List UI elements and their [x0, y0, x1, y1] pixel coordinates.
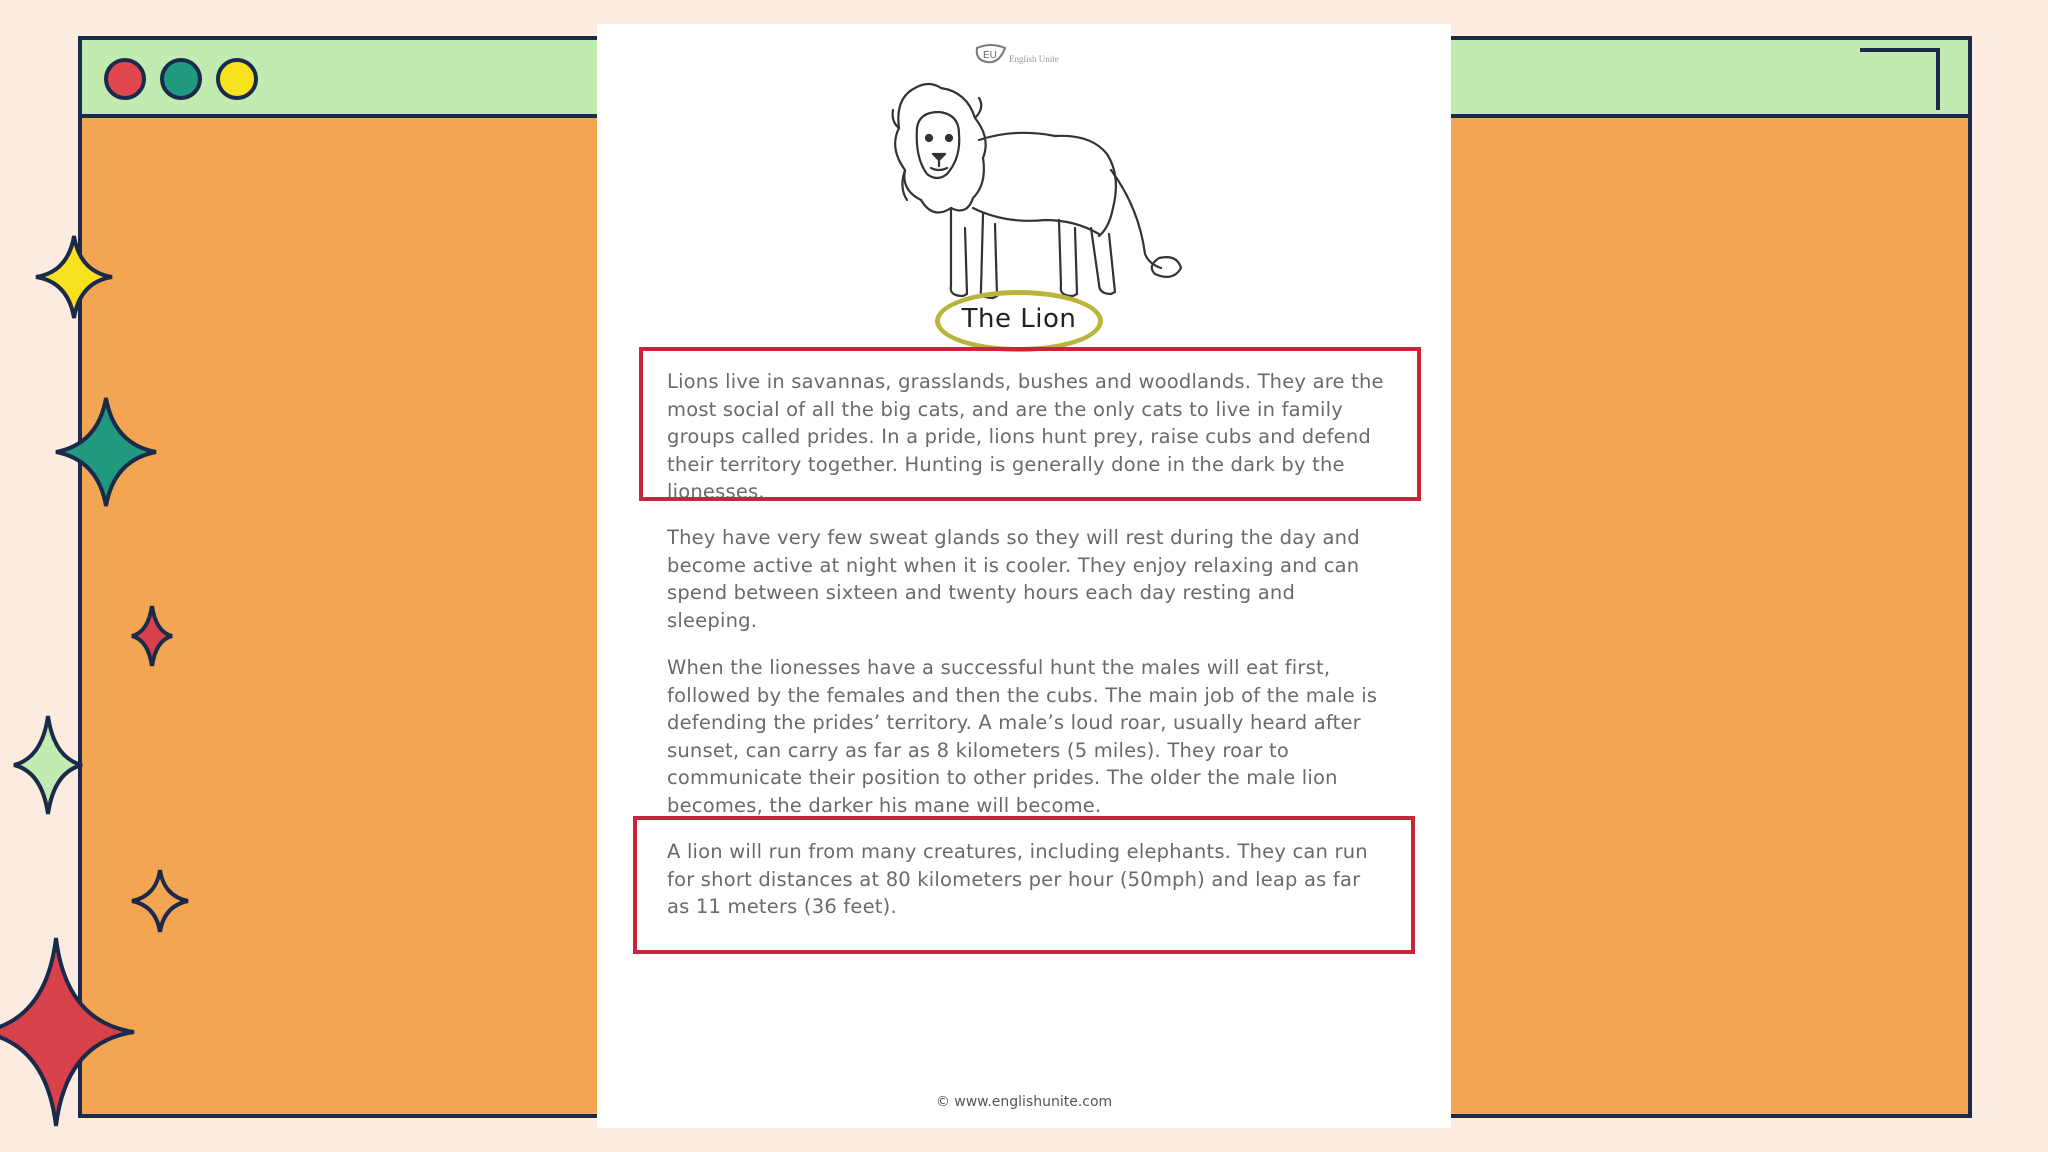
svg-text:EU: EU	[983, 50, 997, 61]
footer-copyright: © www.englishunite.com	[935, 1094, 1113, 1110]
worksheet-page	[597, 24, 1451, 1128]
document-title: The Lion	[961, 304, 1077, 334]
sparkle-icon	[128, 602, 176, 670]
minimize-dot[interactable]	[160, 58, 202, 100]
paragraph-speed: A lion will run from many creatures, including elephants. They can run for short distances at 80 kilometers per hour (50mph) and leap as far as 11 meters (36 feet).	[667, 840, 1368, 918]
corner-bracket-icon	[1860, 48, 1940, 110]
maximize-dot[interactable]	[216, 58, 258, 100]
highlight-box-habitat	[639, 347, 1421, 501]
close-dot[interactable]	[104, 58, 146, 100]
sparkle-icon	[128, 866, 192, 936]
lion-illustration	[855, 58, 1195, 320]
sparkle-icon	[0, 934, 138, 1130]
logo-text: English Unite	[1009, 54, 1059, 64]
paragraph-hunting: When the lionesses have a successful hunt the males will eat first, followed by the females and then the cubs. The main job of the male is defending the prides’ territory. A male’s loud roar, usually heard after sunset, can carry as far as 8 kilometers (5 miles). They roar to communicate their position to other prides. The older the male lion becomes, the darker his mane will become.	[667, 656, 1378, 817]
sparkle-icon	[10, 712, 86, 818]
sparkle-icon	[52, 394, 160, 510]
highlight-box-speed	[633, 816, 1415, 954]
paragraph-habitat: Lions live in savannas, grasslands, bushes and woodlands. They are the most social of all the big cats, and are the only cats to live in family groups called prides. In a pride, lions hunt prey, raise cubs and defend their territory together. Hunting is generally done in the dark by the lionesses.	[667, 370, 1384, 503]
paragraph-behavior: They have very few sweat glands so they will rest during the day and become active at night when it is cooler. They enjoy relaxing and can spend between sixteen and twenty hours each day resting and sleeping.	[667, 526, 1360, 632]
sparkle-icon	[32, 232, 116, 322]
